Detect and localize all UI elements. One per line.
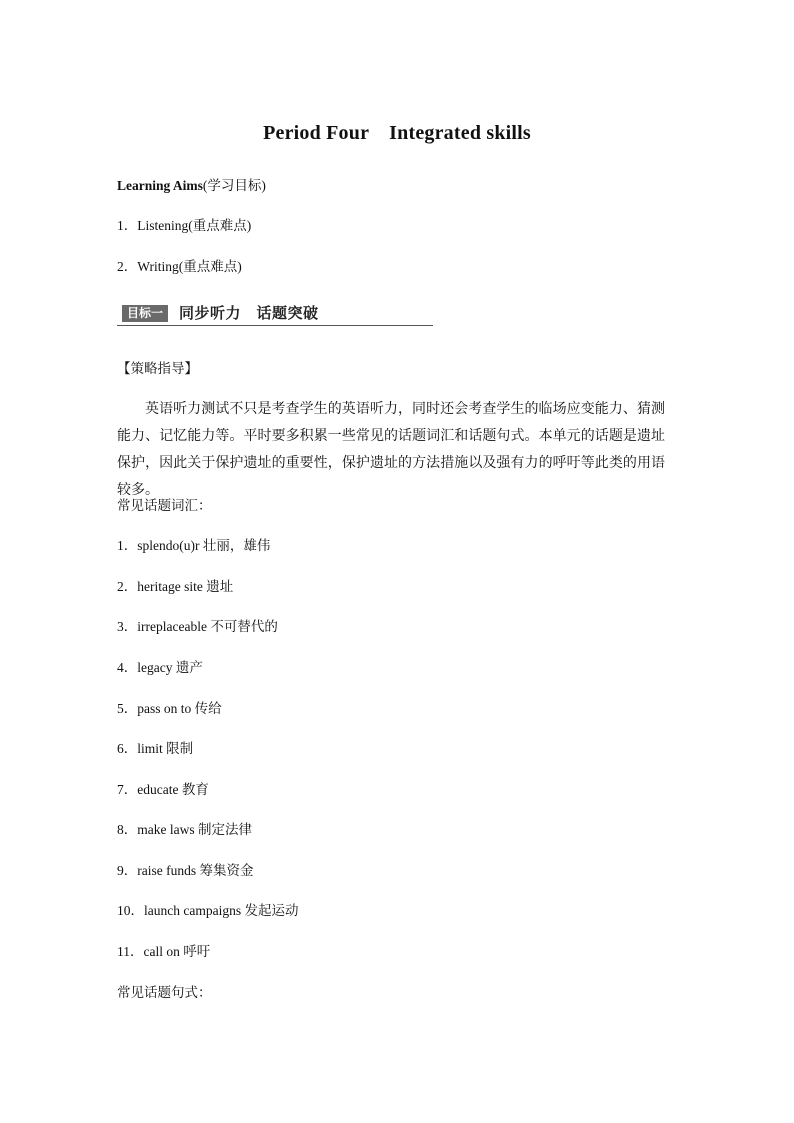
vocab-item: 4．legacy 遗产 <box>117 660 203 675</box>
page-title <box>0 122 794 145</box>
learning-aims-bold: Learning Aims <box>117 178 203 193</box>
vocab-item: 3．irreplaceable 不可替代的 <box>117 619 278 634</box>
section-tag: 目标一 <box>122 305 168 322</box>
strategy-paragraph: 英语听力测试不只是考查学生的英语听力，同时还会考查学生的临场应变能力、猜测能力、记忆能力等。平时要多积累一些常见的话题词汇和话题句式。本单元的话题是遗址保护，因此关于保护遗址的重要性，保护遗址的方法措施以及强有力的呼吁等此类的用语较多。 <box>117 402 665 498</box>
section-header <box>117 302 433 326</box>
vocab-item: 7．educate 教育 <box>117 782 209 797</box>
aim-item: 2．Writing(重点难点) <box>117 259 242 274</box>
section-divider <box>117 325 433 326</box>
vocab-item: 10．launch campaigns 发起运动 <box>117 903 299 918</box>
title-period: Period Four <box>263 122 370 144</box>
title-topic: Integrated skills <box>389 122 531 144</box>
learning-aims-label <box>117 174 266 194</box>
vocab-item: 6．limit 限制 <box>117 741 194 756</box>
vocab-item: 9．raise funds 筹集资金 <box>117 863 254 878</box>
sentences-heading: 常见话题句式： <box>117 985 212 1000</box>
vocab-item: 5．pass on to 传给 <box>117 701 222 716</box>
vocab-item: 1．splendo(u)r 壮丽，雄伟 <box>117 538 271 553</box>
strategy-heading: 【策略指导】 <box>117 361 198 376</box>
learning-aims-suffix: (学习目标) <box>202 178 266 193</box>
vocab-item: 8．make laws 制定法律 <box>117 822 252 837</box>
vocab-item: 2．heritage site 遗址 <box>117 579 234 594</box>
vocab-item: 11．call on 呼吁 <box>117 944 211 959</box>
aim-item: 1．Listening(重点难点) <box>117 218 252 233</box>
vocab-heading: 常见话题词汇： <box>117 498 212 513</box>
section-heading: 同步听力 话题突破 <box>179 304 319 322</box>
